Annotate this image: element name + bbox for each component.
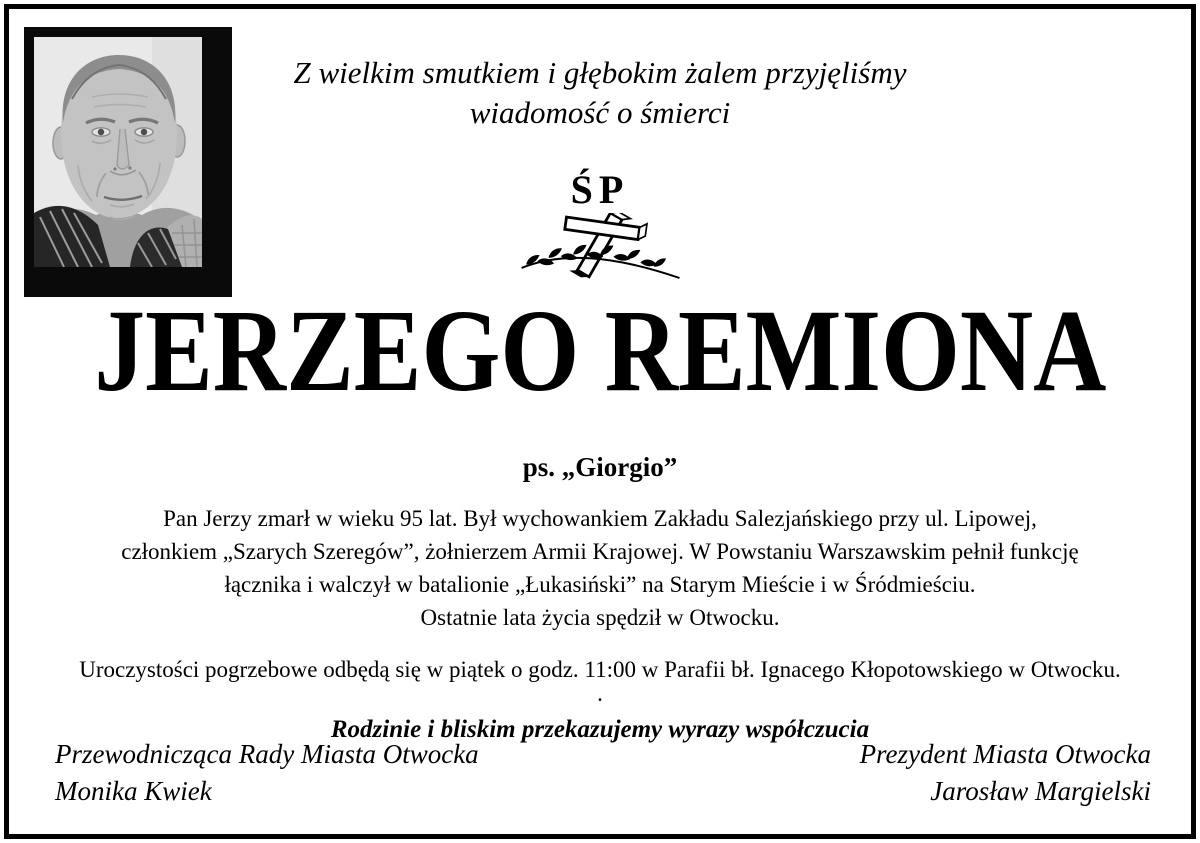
condolence-line: Rodzinie i bliskim przekazujemy wyrazy współczucia (330, 716, 870, 743)
signatures (55, 736, 1151, 810)
cross-with-laurel-branch-icon (516, 213, 684, 287)
signature-left (55, 736, 479, 810)
emblem (9, 213, 1191, 287)
signature-left-name: Monika Kwiek (55, 776, 212, 806)
opening-statement (9, 53, 1191, 133)
funeral-notice: Uroczystości pogrzebowe odbędą się w piątek o godz. 11:00 w Parafii bł. Ignacego Kłopotowskiego w Otwocku. (79, 657, 1121, 682)
pseudonym: ps. „Giorgio” (522, 452, 678, 482)
deceased-name (9, 285, 1191, 434)
notice-content (9, 9, 1191, 834)
signature-left-title: Przewodnicząca Rady Miasta Otwocka (55, 739, 479, 769)
bio-line: Pan Jerzy zmarł w wieku 95 lat. Był wychowankiem Zakładu Salezjańskiego przy ul. Lipowej, (163, 506, 1037, 531)
signature-right (860, 736, 1151, 810)
bio-line: Ostatnie lata życia spędził w Otwocku. (420, 605, 780, 630)
sp-monogram: ŚP (570, 167, 630, 212)
separator-dot: . (597, 681, 603, 706)
signature-right-name: Jarosław Margielski (930, 776, 1151, 806)
biography-paragraph (9, 502, 1191, 634)
signature-right-title: Prezydent Miasta Otwocka (859, 739, 1151, 769)
bio-line: członkiem „Szarych Szeregów”, żołnierzem Armii Krajowej. W Powstaniu Warszawskim pełnił funkcję (121, 539, 1079, 564)
opening-line-1: Z wielkim smutkiem i głębokim żalem przyjęliśmy (293, 55, 907, 90)
opening-line-2: wiadomość o śmierci (469, 95, 731, 130)
bio-line: łącznika i walczył w batalionie „Łukasiński” na Starym Mieście i w Śródmieściu. (224, 572, 976, 597)
deceased-name-text: JERZEGO REMIONA (93, 285, 1107, 416)
